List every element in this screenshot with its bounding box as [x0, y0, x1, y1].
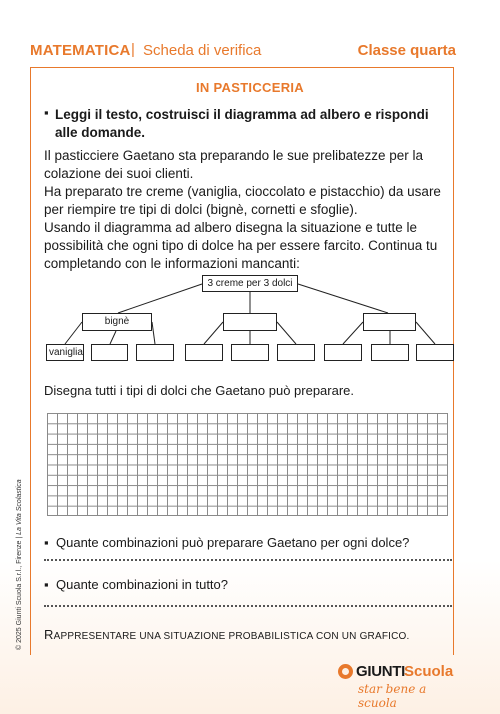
- tree-line-3-1: [343, 322, 363, 344]
- tree-line-2-1: [204, 322, 223, 344]
- drawing-grid[interactable]: [47, 413, 448, 516]
- sheet-type-label: Scheda di verifica: [143, 42, 262, 59]
- tree-leaf-node[interactable]: [277, 344, 315, 361]
- tree-line-root-1: [118, 284, 202, 313]
- learning-objective-text: APPRESENTARE UNA SITUAZIONE PROBABILISTICA CON UN GRAFICO.: [53, 631, 410, 642]
- answer-line-2[interactable]: [44, 605, 452, 607]
- question-total-combinations: Quante combinazioni in tutto?: [56, 577, 228, 592]
- giunti-logo-icon: [338, 664, 353, 679]
- tree-leaf-node[interactable]: [185, 344, 223, 361]
- tree-leaf-node[interactable]: [91, 344, 128, 361]
- tree-line-1-1: [65, 322, 82, 344]
- tree-line-root-3: [298, 284, 388, 313]
- tree-root-node: 3 creme per 3 dolci: [202, 275, 298, 292]
- question-bullet: ▪: [44, 535, 49, 550]
- publisher-logo: [338, 662, 458, 710]
- tree-line-1-3: [152, 322, 155, 344]
- copyright-notice: [16, 479, 23, 650]
- draw-prompt: Disegna tutti i tipi di dolci che Gaetano può preparare.: [44, 383, 355, 398]
- logo-tagline: star bene a scuola: [358, 682, 427, 710]
- subject-label: MATEMATICA: [30, 42, 131, 59]
- learning-objective-initial: R: [44, 627, 54, 642]
- instruction-text: Leggi il testo, costruisci il diagramma ad albero e rispondi alle domande.: [55, 107, 429, 140]
- question-bullet: ▪: [44, 577, 49, 592]
- logo-brand: GIUNTI: [356, 663, 406, 680]
- tree-leaf-node[interactable]: [136, 344, 174, 361]
- answer-line-1[interactable]: [44, 559, 452, 561]
- tree-leaf-node[interactable]: vaniglia: [46, 344, 84, 361]
- tree-leaf-node[interactable]: [324, 344, 362, 361]
- learning-objective: [44, 627, 410, 642]
- tree-line-1-2: [110, 331, 116, 344]
- class-level-label: Classe quarta: [357, 42, 456, 59]
- tree-line-2-3: [277, 322, 296, 344]
- tree-node-level1[interactable]: [223, 313, 277, 331]
- problem-paragraph-1: Il pasticciere Gaetano sta preparando le sue prelibatezze per la colazione dei suoi clienti.: [44, 148, 423, 181]
- tree-node-level1[interactable]: [363, 313, 416, 331]
- logo-brand-suffix: Scuola: [404, 663, 454, 680]
- tree-line-3-3: [416, 322, 435, 344]
- header-separator: |: [131, 41, 135, 58]
- worksheet-title: IN PASTICCERIA: [196, 80, 304, 95]
- instruction-bullet: ▪: [44, 105, 49, 120]
- problem-paragraph-2: Ha preparato tre creme (vaniglia, cioccolato e pistacchio) da usare per riempire tre tipi di dolci (bignè, cornetti e sfoglie).: [44, 184, 441, 217]
- tree-leaf-node[interactable]: [231, 344, 269, 361]
- magazine-name: La Vita Scolastica: [16, 479, 23, 535]
- tree-node-level1[interactable]: bignè: [82, 313, 152, 331]
- tree-leaf-node[interactable]: [371, 344, 409, 361]
- copyright-text: © 2025 Giunti Scuola S.r.l., Firenze |: [16, 534, 23, 650]
- question-combinations-per-dessert: Quante combinazioni può preparare Gaetano per ogni dolce?: [56, 535, 410, 550]
- problem-paragraph-3: Usando il diagramma ad albero disegna la situazione e tutte le possibilità che ogni tipo di dolce ha per essere farcito. Continua tu completando con le informazioni mancanti:: [44, 220, 438, 271]
- tree-leaf-node[interactable]: [416, 344, 454, 361]
